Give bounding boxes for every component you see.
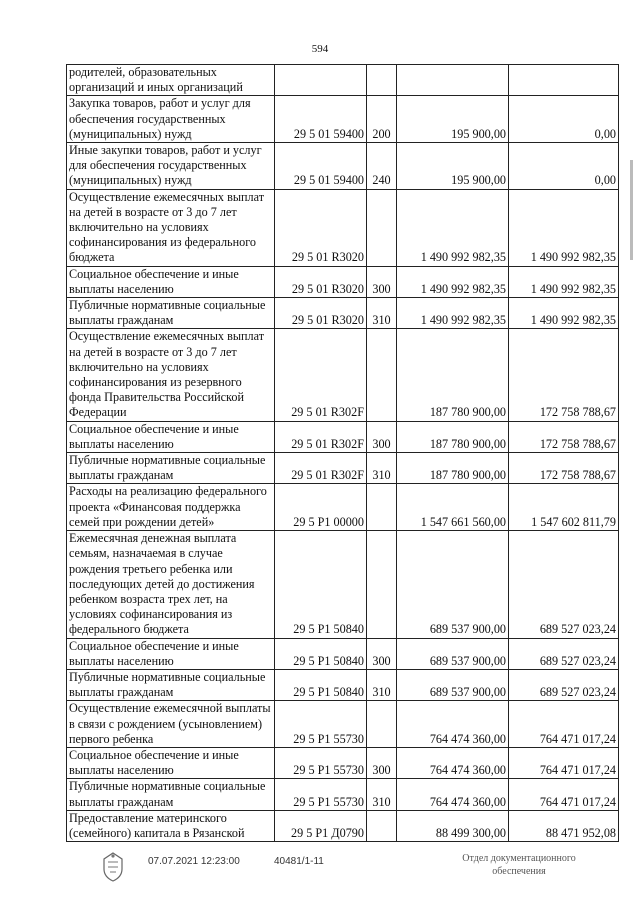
row-budget-code: 29 5 P1 55730 xyxy=(275,779,367,810)
row-actual-amount: 764 471 017,24 xyxy=(509,701,619,748)
row-description: Социальное обеспечение и иные выплаты населению xyxy=(67,747,275,778)
footer-date: 07.07.2021 12:23:00 xyxy=(148,856,240,867)
row-actual-amount: 172 758 788,67 xyxy=(509,453,619,484)
table-row xyxy=(67,143,619,190)
row-budget-code: 29 5 P1 50840 xyxy=(275,531,367,638)
row-actual-amount: 172 758 788,67 xyxy=(509,421,619,452)
row-expense-type: 300 xyxy=(367,638,397,669)
row-planned-amount: 689 537 900,00 xyxy=(397,669,509,700)
row-expense-type: 310 xyxy=(367,298,397,329)
row-expense-type: 310 xyxy=(367,453,397,484)
row-actual-amount: 172 758 788,67 xyxy=(509,329,619,421)
budget-table-body xyxy=(67,65,619,842)
row-actual-amount: 1 490 992 982,35 xyxy=(509,189,619,266)
row-description: Расходы на реализацию федерального проекта «Финансовая поддержка семей при рождении детей» xyxy=(67,484,275,531)
row-budget-code: 29 5 01 R3020 xyxy=(275,189,367,266)
row-actual-amount: 689 527 023,24 xyxy=(509,638,619,669)
row-description: родителей, образовательных организаций и иных организаций xyxy=(67,65,275,96)
row-planned-amount: 1 490 992 982,35 xyxy=(397,189,509,266)
row-expense-type xyxy=(367,65,397,96)
row-planned-amount xyxy=(397,65,509,96)
table-row xyxy=(67,189,619,266)
table-row xyxy=(67,810,619,841)
row-description: Предоставление материнского (семейного) капитала в Рязанской xyxy=(67,810,275,841)
row-actual-amount: 88 471 952,08 xyxy=(509,810,619,841)
table-row xyxy=(67,669,619,700)
row-description: Иные закупки товаров, работ и услуг для обеспечения государственных (муниципальных) нужд xyxy=(67,143,275,190)
row-planned-amount: 764 474 360,00 xyxy=(397,701,509,748)
row-budget-code: 29 5 P1 00000 xyxy=(275,484,367,531)
row-description: Публичные нормативные социальные выплаты гражданам xyxy=(67,298,275,329)
row-description: Публичные нормативные социальные выплаты гражданам xyxy=(67,669,275,700)
row-planned-amount: 1 490 992 982,35 xyxy=(397,298,509,329)
row-planned-amount: 187 780 900,00 xyxy=(397,453,509,484)
row-budget-code xyxy=(275,65,367,96)
row-expense-type: 300 xyxy=(367,266,397,297)
row-planned-amount: 764 474 360,00 xyxy=(397,779,509,810)
row-expense-type: 310 xyxy=(367,669,397,700)
row-planned-amount: 689 537 900,00 xyxy=(397,531,509,638)
row-budget-code: 29 5 01 R3020 xyxy=(275,298,367,329)
row-description: Осуществление ежемесячной выплаты в связи с рождением (усыновлением) первого ребенка xyxy=(67,701,275,748)
row-planned-amount: 1 490 992 982,35 xyxy=(397,266,509,297)
table-row xyxy=(67,747,619,778)
row-planned-amount: 1 547 661 560,00 xyxy=(397,484,509,531)
row-actual-amount: 0,00 xyxy=(509,96,619,143)
budget-table xyxy=(66,64,619,842)
table-row xyxy=(67,65,619,96)
row-budget-code: 29 5 01 R302F xyxy=(275,421,367,452)
row-planned-amount: 88 499 300,00 xyxy=(397,810,509,841)
row-budget-code: 29 5 P1 55730 xyxy=(275,747,367,778)
scan-edge-mark xyxy=(628,160,636,260)
row-expense-type xyxy=(367,484,397,531)
row-description: Осуществление ежемесячных выплат на детей в возрасте от 3 до 7 лет включительно на условиях софинансирования из федерального бюджета xyxy=(67,189,275,266)
row-description: Закупка товаров, работ и услуг для обеспечения государственных (муниципальных) нужд xyxy=(67,96,275,143)
row-actual-amount: 764 471 017,24 xyxy=(509,747,619,778)
department-stamp-line-1: Отдел документационного xyxy=(462,853,576,864)
row-expense-type xyxy=(367,531,397,638)
row-expense-type: 240 xyxy=(367,143,397,190)
row-planned-amount: 195 900,00 xyxy=(397,96,509,143)
row-budget-code: 29 5 01 R302F xyxy=(275,329,367,421)
row-budget-code: 29 5 01 59400 xyxy=(275,143,367,190)
row-description: Социальное обеспечение и иные выплаты населению xyxy=(67,421,275,452)
row-expense-type xyxy=(367,329,397,421)
department-stamp-line-2: обеспечения xyxy=(492,866,546,877)
page-number: 594 xyxy=(311,43,329,55)
row-actual-amount: 1 547 602 811,79 xyxy=(509,484,619,531)
row-description: Социальное обеспечение и иные выплаты населению xyxy=(67,638,275,669)
row-budget-code: 29 5 P1 50840 xyxy=(275,669,367,700)
row-planned-amount: 187 780 900,00 xyxy=(397,421,509,452)
table-row xyxy=(67,453,619,484)
table-row xyxy=(67,266,619,297)
coat-of-arms-logo xyxy=(96,850,130,884)
row-description: Социальное обеспечение и иные выплаты населению xyxy=(67,266,275,297)
table-row xyxy=(67,638,619,669)
table-row xyxy=(67,96,619,143)
row-budget-code: 29 5 P1 Д0790 xyxy=(275,810,367,841)
row-actual-amount: 764 471 017,24 xyxy=(509,779,619,810)
row-expense-type: 300 xyxy=(367,421,397,452)
row-expense-type: 200 xyxy=(367,96,397,143)
row-description: Публичные нормативные социальные выплаты гражданам xyxy=(67,453,275,484)
row-expense-type xyxy=(367,701,397,748)
row-budget-code: 29 5 01 R302F xyxy=(275,453,367,484)
table-row xyxy=(67,779,619,810)
row-actual-amount: 1 490 992 982,35 xyxy=(509,298,619,329)
row-actual-amount: 689 527 023,24 xyxy=(509,669,619,700)
row-budget-code: 29 5 P1 50840 xyxy=(275,638,367,669)
row-description: Ежемесячная денежная выплата семьям, назначаемая в случае рождения третьего ребенка или последующих детей до достижения ребенком возраста трех лет, на условиях софинансирования из федерального бюджета xyxy=(67,531,275,638)
row-actual-amount: 1 490 992 982,35 xyxy=(509,266,619,297)
row-description: Публичные нормативные социальные выплаты гражданам xyxy=(67,779,275,810)
row-description: Осуществление ежемесячных выплат на детей в возрасте от 3 до 7 лет включительно на условиях софинансирования из резервного фонда Правительства Российской Федерации xyxy=(67,329,275,421)
row-budget-code: 29 5 01 R3020 xyxy=(275,266,367,297)
table-row xyxy=(67,329,619,421)
row-budget-code: 29 5 01 59400 xyxy=(275,96,367,143)
row-planned-amount: 195 900,00 xyxy=(397,143,509,190)
footer-document-code: 40481/1-11 xyxy=(274,856,324,867)
row-budget-code: 29 5 P1 55730 xyxy=(275,701,367,748)
department-stamp xyxy=(444,852,594,878)
row-expense-type: 300 xyxy=(367,747,397,778)
row-actual-amount: 689 527 023,24 xyxy=(509,531,619,638)
table-row xyxy=(67,484,619,531)
row-actual-amount: 0,00 xyxy=(509,143,619,190)
row-planned-amount: 764 474 360,00 xyxy=(397,747,509,778)
row-planned-amount: 689 537 900,00 xyxy=(397,638,509,669)
row-expense-type xyxy=(367,189,397,266)
row-planned-amount: 187 780 900,00 xyxy=(397,329,509,421)
row-expense-type xyxy=(367,810,397,841)
table-row xyxy=(67,421,619,452)
table-row xyxy=(67,701,619,748)
row-expense-type: 310 xyxy=(367,779,397,810)
table-row xyxy=(67,298,619,329)
row-actual-amount xyxy=(509,65,619,96)
table-row xyxy=(67,531,619,638)
